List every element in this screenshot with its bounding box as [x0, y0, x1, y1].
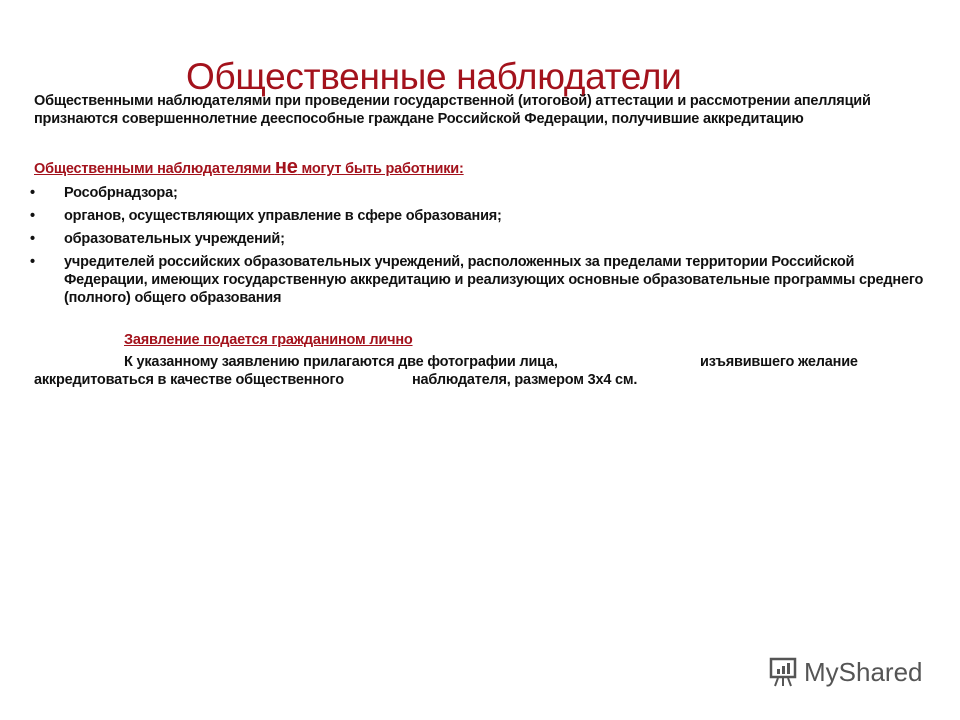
photo-text-line1b: изъявившего желание: [700, 354, 858, 370]
list-item: [30, 253, 930, 307]
myshared-logo: [768, 656, 923, 688]
list-item-text: учредителей российских образовательных учреждений, расположенных за пределами территории Российской Федерации, имеющих государственную аккредитацию и реализующих основные образовательные программы среднего (полного) общего образования: [64, 254, 924, 306]
bullet-icon: •: [30, 231, 35, 247]
list-item: [30, 184, 930, 202]
restriction-heading: [34, 158, 464, 178]
bullet-icon: •: [30, 254, 35, 270]
watermark-text: MyShared: [804, 656, 923, 687]
restriction-heading-emphasis: не: [274, 156, 298, 178]
intro-paragraph: Общественными наблюдателями при проведении государственной (итоговой) аттестации и рассмотрении апелляций признаются совершеннолетние дееспособные граждане Российской Федерации, получившие аккредитацию: [34, 93, 871, 127]
restriction-heading-end: могут быть работники:: [297, 161, 464, 177]
list-item-text: органов, осуществляющих управление в сфере образования;: [64, 208, 502, 224]
restriction-list: [30, 184, 930, 312]
bullet-icon: •: [30, 185, 35, 201]
presentation-board-icon: [768, 656, 798, 688]
application-note: Заявление подается гражданином лично: [124, 332, 413, 348]
photo-text-line1a: К указанному заявлению прилагаются две фотографии лица,: [124, 354, 558, 370]
photo-text-line2b: наблюдателя, размером 3х4 см.: [412, 372, 638, 388]
slide-title: Общественные наблюдатели: [186, 56, 682, 97]
bullet-icon: •: [30, 208, 35, 224]
restriction-heading-start: Общественными наблюдателями: [34, 161, 275, 177]
list-item: [30, 230, 930, 248]
list-item-text: образовательных учреждений;: [64, 231, 285, 247]
list-item-text: Рособрнадзора;: [64, 185, 178, 201]
list-item: [30, 207, 930, 225]
photo-text-line2a: аккредитоваться в качестве общественного: [34, 372, 344, 388]
